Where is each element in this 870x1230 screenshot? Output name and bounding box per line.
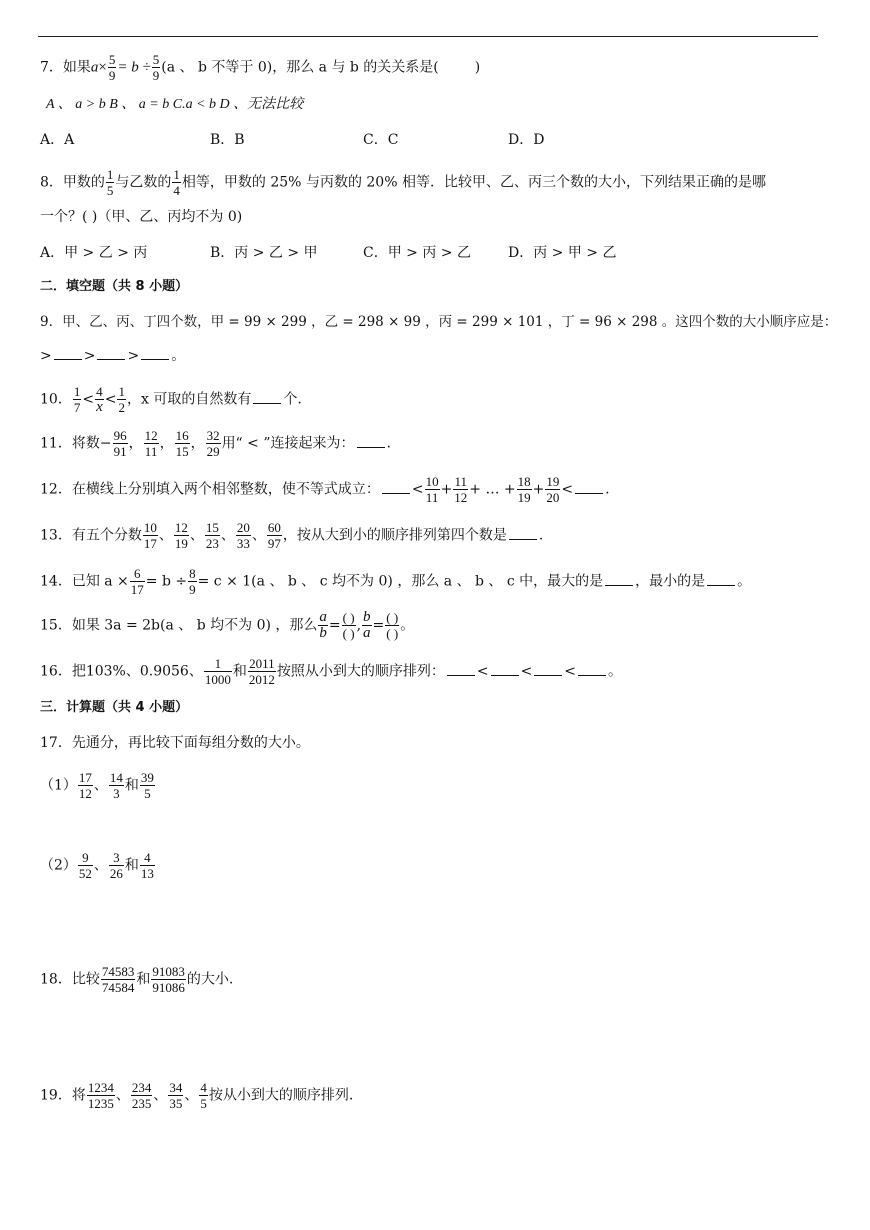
question-14: 14．已知 a × $\frac{6}{17}$ = b ÷ $\frac{8}{9}$ = c × 1(a 、 b 、 c 均不为 0) ，那么 a 、 b 、 c 中，最大的是 ，最小的是 。: [40, 566, 752, 597]
q7-option-c[interactable]: C．C: [363, 132, 399, 148]
q16-blank-3[interactable]: [534, 663, 562, 676]
q8-option-a[interactable]: A．甲 > 乙 > 丙: [40, 245, 148, 261]
q14-blank-2[interactable]: [707, 573, 735, 586]
question-7: [40, 52, 480, 83]
q15-blank-1[interactable]: ( ) ( ): [342, 610, 355, 641]
q17-part-2: （2） $\frac{9}{52}$ 、 $\frac{3}{26}$ 和 $\frac{4}{13}$: [40, 850, 154, 881]
top-rule: [38, 36, 818, 37]
q9-blank-1[interactable]: [54, 347, 82, 360]
question-19: 19．将 $\frac{1234}{1235}$ 、 $\frac{234}{235}$ 、 $\frac{34}{35}$ 、 $\frac{4}{5}$ 按从小到大的顺序排列.: [40, 1080, 354, 1111]
q9-blank-3[interactable]: [141, 347, 169, 360]
q7-condition: (a 、 b 不等于 0): [161, 59, 273, 76]
question-10: 10． $\frac{1}{7}$ < $\frac{4}{x}$ < $\frac{1}{2}$ ，x 可取的自然数有 个.: [40, 384, 302, 415]
q7-paren-close: ): [474, 59, 481, 76]
q17-part-1: （1） $\frac{17}{12}$ 、 $\frac{14}{3}$ 和 $\frac{39}{5}$: [40, 770, 154, 801]
q7-prefix: 7．如果: [40, 59, 91, 76]
q7-times: ×: [98, 59, 107, 76]
q7-option-d[interactable]: D．D: [508, 132, 545, 148]
q16-blank-2[interactable]: [491, 663, 519, 676]
q11-blank[interactable]: [357, 435, 385, 448]
q7-option-b[interactable]: B．B: [210, 132, 245, 148]
q7-fraction-1: $\frac{5}{9}$: [108, 52, 116, 83]
q8-option-b[interactable]: B．丙 > 乙 > 甲: [210, 245, 318, 261]
q7-var-a: a: [90, 59, 99, 76]
q7-ask: ，那么 a 与 b 的关关系是(: [272, 59, 439, 76]
q8-options: [40, 243, 820, 263]
question-16: 16．把103%、0.9056、 $\frac{1}{1000}$ 和 $\frac{2011}{2012}$ 按照从小到大的顺序排列： < < < 。: [40, 656, 623, 687]
q9-answer: > > > 。: [40, 348, 186, 364]
q8-line-2: 一个？( )（甲、乙、丙均不为 0): [40, 209, 243, 225]
question-18: 18．比较 $\frac{74583}{74584}$ 和 $\frac{91083}{91086}$ 的大小.: [40, 964, 234, 995]
section-3-title: 三．计算题（共 4 小题）: [40, 700, 189, 715]
q15-blank-2[interactable]: ( ) ( ): [386, 610, 399, 641]
q16-blank-4[interactable]: [578, 663, 606, 676]
q12-blank-2[interactable]: [575, 481, 603, 494]
q9-blank-2[interactable]: [97, 347, 125, 360]
q7-equation: = b ÷: [117, 59, 151, 76]
question-8: 8．甲数的 $\frac{1}{5}$ 与乙数的 $\frac{1}{4}$ 相等，甲数的 25% 与丙数的 20% 相等．比较甲、乙、丙三个数的大小，下列结果正确的是哪: [40, 167, 766, 198]
q14-blank-1[interactable]: [605, 573, 633, 586]
q10-blank[interactable]: [253, 391, 281, 404]
q8-fraction-2: $\frac{1}{4}$: [173, 167, 180, 198]
question-11: 11．将数− $\frac{96}{91}$ ， $\frac{12}{11}$ ， $\frac{16}{15}$ ， $\frac{32}{29}$ 用“ < ”连接起来为： .: [40, 428, 391, 459]
question-9: 9．甲、乙、丙、丁四个数，甲 = 99 × 299 ，乙 = 298 × 99 ，丙 = 299 × 101 ，丁 = 96 × 298 。这四个数的大小顺序应是：: [40, 314, 838, 330]
q7-options: [40, 130, 820, 150]
q7-option-a[interactable]: A．A: [40, 132, 75, 148]
q7-choice-line: A 、 a > b B 、 a = b C.a < b D 、无法比较: [46, 97, 304, 112]
question-17: 17．先通分，再比较下面每组分数的大小。: [40, 735, 310, 751]
q8-fraction-1: $\frac{1}{5}$: [106, 167, 114, 198]
question-13: 13．有五个分数 $\frac{10}{17}$ 、 $\frac{12}{19}$ 、 $\frac{15}{23}$ 、 $\frac{20}{33}$ 、 $\frac{60}{97}$ ，按从大到小的顺序排列第四个数是 .: [40, 520, 544, 551]
question-12: 12．在横线上分别填入两个相邻整数，使不等式成立： < $\frac{10}{11}$ + $\frac{11}{12}$ + … + $\frac{18}{19}$ + $\frac{19}{20}$ < .: [40, 474, 610, 505]
q8-option-c[interactable]: C．甲 > 丙 > 乙: [363, 245, 471, 261]
q12-blank-1[interactable]: [382, 481, 410, 494]
q8-option-d[interactable]: D．丙 > 甲 > 乙: [508, 245, 617, 261]
q16-blank-1[interactable]: [447, 663, 475, 676]
q7-fraction-2: $\frac{5}{9}$: [152, 52, 160, 83]
section-2-title: 二．填空题（共 8 小题）: [40, 279, 189, 294]
q13-blank[interactable]: [509, 527, 537, 540]
question-15: 15．如果 3a = 2b(a 、 b 均不为 0) ，那么 $\frac{a}{b}$ = ( ) ( ) , $\frac{b}{a}$ = ( ) ( ) 。: [40, 609, 415, 641]
